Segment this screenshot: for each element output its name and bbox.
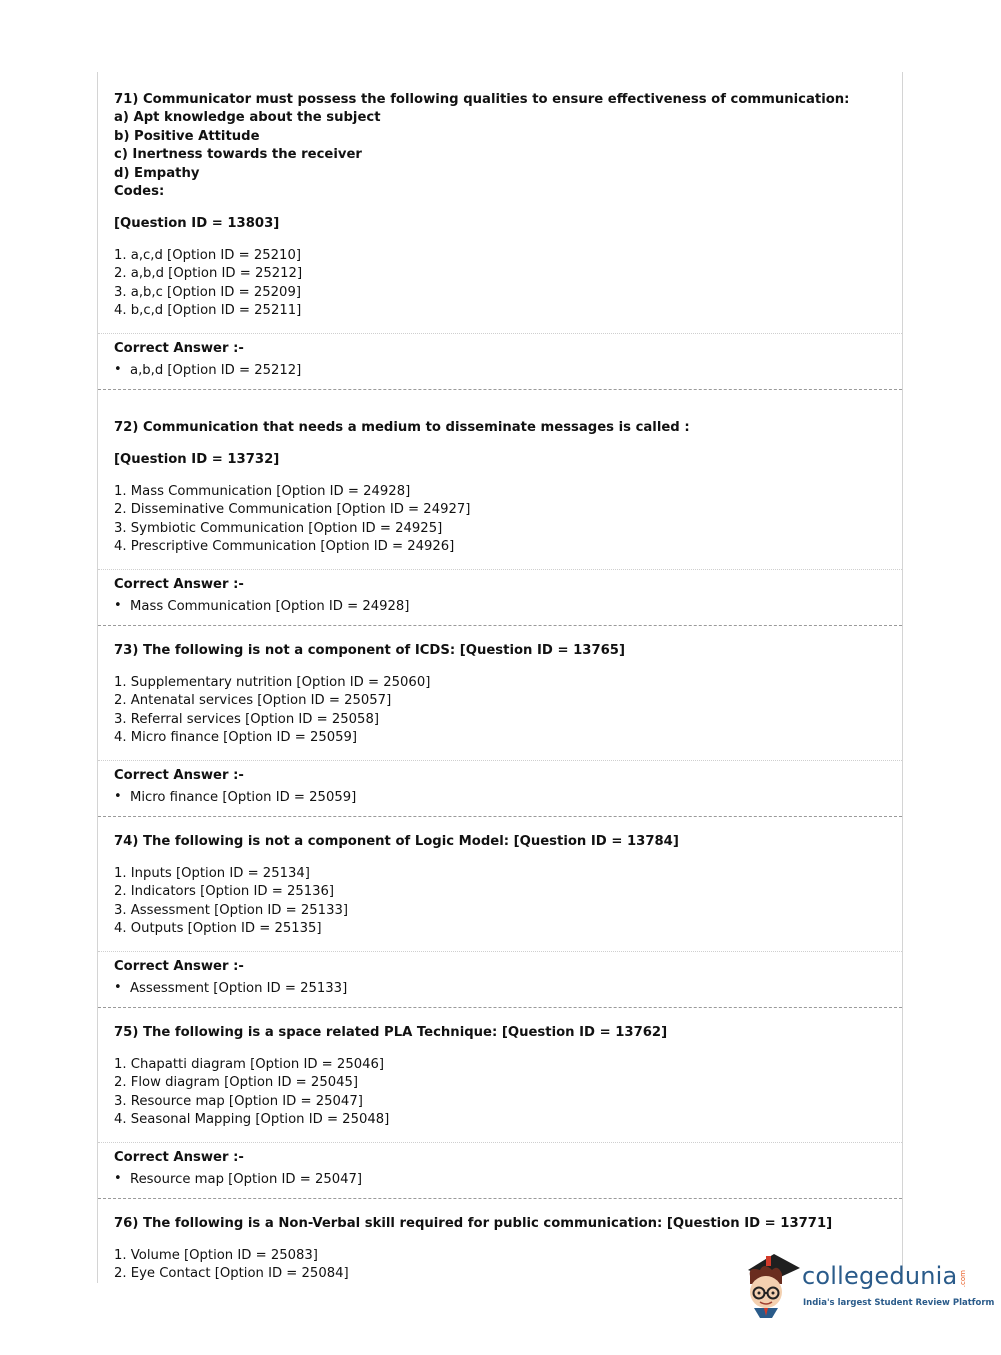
question-71-option-1: 1. a,c,d [Option ID = 25210]	[114, 248, 301, 263]
question-72-id: [Question ID = 13732]	[114, 452, 280, 467]
collegedunia-logo[interactable]	[742, 1248, 995, 1320]
question-76-option-1: 1. Volume [Option ID = 25083]	[114, 1248, 318, 1263]
question-71-id: [Question ID = 13803]	[114, 216, 280, 231]
question-71-answer-label: Correct Answer :-	[114, 341, 244, 356]
question-71-codes-label: Codes:	[114, 184, 165, 199]
bullet-icon: •	[114, 789, 122, 804]
question-75-option-3: 3. Resource map [Option ID = 25047]	[114, 1094, 363, 1109]
question-73-option-2: 2. Antenatal services [Option ID = 25057]	[114, 693, 392, 708]
question-75-answer-label: Correct Answer :-	[114, 1150, 244, 1165]
question-divider	[98, 389, 902, 390]
question-72-answer-label: Correct Answer :-	[114, 577, 244, 592]
question-75-answer: Resource map [Option ID = 25047]	[130, 1172, 363, 1187]
question-71-option-4: 4. b,c,d [Option ID = 25211]	[114, 303, 302, 318]
bullet-icon: •	[114, 980, 122, 995]
bullet-icon: •	[114, 598, 122, 613]
answer-divider	[98, 1142, 902, 1143]
mascot-icon	[742, 1248, 804, 1320]
question-72-option-4: 4. Prescriptive Communication [Option ID = 24926]	[114, 539, 455, 554]
question-71-statement-d: d) Empathy	[114, 166, 200, 181]
logo-suffix: .com	[959, 1270, 967, 1288]
question-71-answer: a,b,d [Option ID = 25212]	[130, 363, 302, 378]
bullet-icon: •	[114, 1171, 122, 1186]
question-72-text: 72) Communication that needs a medium to disseminate messages is called :	[114, 420, 690, 435]
question-76-option-2: 2. Eye Contact [Option ID = 25084]	[114, 1266, 349, 1281]
answer-divider	[98, 951, 902, 952]
question-75-option-1: 1. Chapatti diagram [Option ID = 25046]	[114, 1057, 385, 1072]
question-72-option-2: 2. Disseminative Communication [Option ID = 24927]	[114, 502, 471, 517]
question-71-text: 71) Communicator must possess the following qualities to ensure effectiveness of communication:	[114, 92, 850, 107]
answer-divider	[98, 760, 902, 761]
question-divider	[98, 816, 902, 817]
question-73-answer: Micro finance [Option ID = 25059]	[130, 790, 357, 805]
question-74-text: 74) The following is not a component of Logic Model: [Question ID = 13784]	[114, 834, 679, 849]
question-74-answer: Assessment [Option ID = 25133]	[130, 981, 348, 996]
logo-tagline: India's largest Student Review Platform	[803, 1298, 995, 1308]
question-76-text: 76) The following is a Non-Verbal skill required for public communication: [Question ID = 13771]	[114, 1216, 833, 1231]
question-divider	[98, 1007, 902, 1008]
question-74-option-2: 2. Indicators [Option ID = 25136]	[114, 884, 335, 899]
question-72-answer: Mass Communication [Option ID = 24928]	[130, 599, 410, 614]
question-72-option-3: 3. Symbiotic Communication [Option ID = 24925]	[114, 521, 443, 536]
question-page	[97, 72, 903, 1283]
question-divider	[98, 625, 902, 626]
question-74-option-4: 4. Outputs [Option ID = 25135]	[114, 921, 322, 936]
question-73-option-4: 4. Micro finance [Option ID = 25059]	[114, 730, 358, 745]
question-71-statement-a: a) Apt knowledge about the subject	[114, 110, 381, 125]
logo-wordmark: collegedunia	[802, 1262, 958, 1290]
question-74-option-1: 1. Inputs [Option ID = 25134]	[114, 866, 310, 881]
question-73-answer-label: Correct Answer :-	[114, 768, 244, 783]
answer-divider	[98, 333, 902, 334]
question-75-option-2: 2. Flow diagram [Option ID = 25045]	[114, 1075, 359, 1090]
question-74-answer-label: Correct Answer :-	[114, 959, 244, 974]
question-71-option-3: 3. a,b,c [Option ID = 25209]	[114, 285, 301, 300]
question-divider	[98, 1198, 902, 1199]
question-71-option-2: 2. a,b,d [Option ID = 25212]	[114, 266, 303, 281]
question-74-option-3: 3. Assessment [Option ID = 25133]	[114, 903, 348, 918]
question-73-option-1: 1. Supplementary nutrition [Option ID = 25060]	[114, 675, 431, 690]
question-75-option-4: 4. Seasonal Mapping [Option ID = 25048]	[114, 1112, 390, 1127]
answer-divider	[98, 569, 902, 570]
question-75-text: 75) The following is a space related PLA Technique: [Question ID = 13762]	[114, 1025, 668, 1040]
question-71-statement-b: b) Positive Attitude	[114, 129, 260, 144]
question-73-option-3: 3. Referral services [Option ID = 25058]	[114, 712, 379, 727]
question-72-option-1: 1. Mass Communication [Option ID = 24928]	[114, 484, 411, 499]
question-71-statement-c: c) Inertness towards the receiver	[114, 147, 362, 162]
question-73-text: 73) The following is not a component of ICDS: [Question ID = 13765]	[114, 643, 625, 658]
bullet-icon: •	[114, 362, 122, 377]
